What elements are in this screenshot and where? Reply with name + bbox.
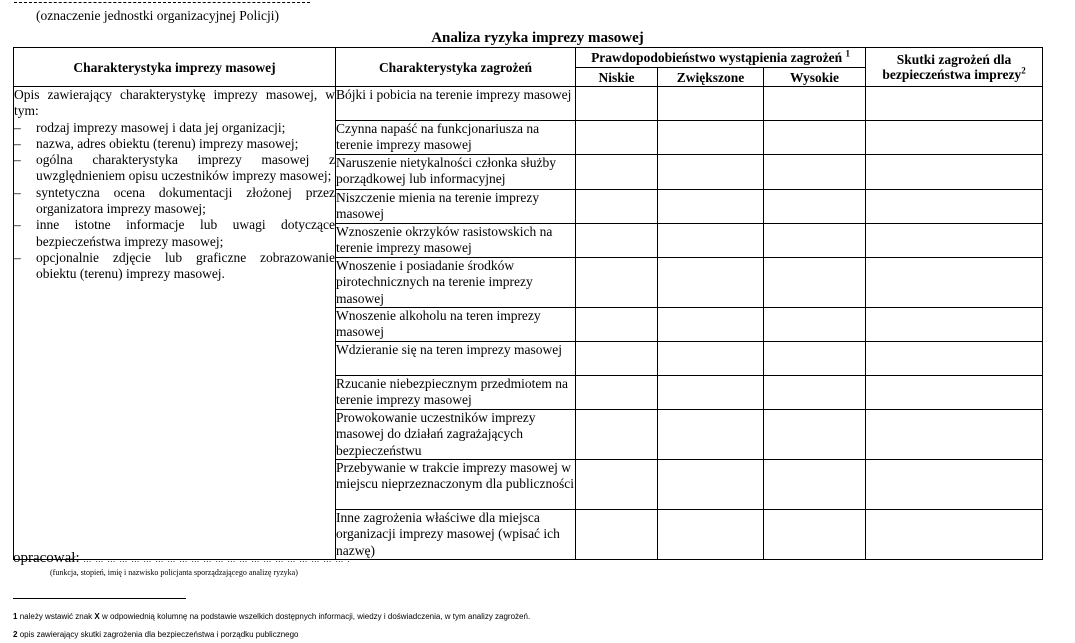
header-level-low: Niskie	[576, 68, 658, 87]
low-cell[interactable]	[576, 308, 658, 342]
header-threat-characteristics: Charakterystyka zagrożeń	[336, 48, 576, 87]
increased-cell[interactable]	[658, 224, 764, 258]
unit-signature-line	[14, 2, 310, 3]
prepared-by	[13, 550, 350, 567]
high-cell[interactable]	[764, 87, 866, 121]
effects-cell[interactable]	[866, 376, 1043, 410]
increased-cell[interactable]	[658, 410, 764, 460]
list-item: – ogólna charakterystyka imprezy masowej z uwzględnieniem opisu uczestników imprezy masowej;	[14, 152, 335, 185]
threat-cell: Naruszenie nietykalności członka służby porządkowej lub informacyjnej	[336, 155, 576, 190]
threat-cell: Bójki i pobicia na terenie imprezy masowej	[336, 87, 576, 121]
threat-cell: Inne zagrożenia właściwe dla miejsca organizacji imprezy masowej (wpisać ich nazwę)	[336, 510, 576, 560]
footnote-ref-1: 1	[845, 48, 850, 59]
list-item: – nazwa, adres obiektu (terenu) imprezy masowej;	[14, 136, 335, 152]
footnote-number: 2	[13, 630, 18, 639]
list-item: – opcjonalnie zdjęcie lub graficzne zobrazowanie obiektu (terenu) imprezy masowej.	[14, 250, 335, 283]
threat-cell: Wnoszenie i posiadanie środków pirotechnicznych na terenie imprezy masowej	[336, 258, 576, 308]
threat-cell: Przebywanie w trakcie imprezy masowej w miejscu nieprzeznaczonym dla publiczności	[336, 460, 576, 510]
effects-cell[interactable]	[866, 224, 1043, 258]
header-level-high: Wysokie	[764, 68, 866, 87]
header-effects-label: Skutki zagrożeń dla bezpieczeństwa imprezy	[882, 52, 1022, 82]
high-cell[interactable]	[764, 308, 866, 342]
header-event-characteristics: Charakterystyka imprezy masowej	[14, 48, 336, 87]
footnote-text: opis zawierający skutki zagrożenia dla bezpieczeństwa i porządku publicznego	[19, 630, 299, 639]
high-cell[interactable]	[764, 155, 866, 190]
high-cell[interactable]	[764, 376, 866, 410]
footnote-divider	[13, 598, 186, 599]
high-cell[interactable]	[764, 342, 866, 376]
footnote-1	[13, 612, 530, 621]
low-cell[interactable]	[576, 460, 658, 510]
increased-cell[interactable]	[658, 190, 764, 224]
high-cell[interactable]	[764, 224, 866, 258]
threat-cell: Wnoszenie alkoholu na teren imprezy masowej	[336, 308, 576, 342]
header-level-increased: Zwiększone	[658, 68, 764, 87]
effects-cell[interactable]	[866, 410, 1043, 460]
effects-cell[interactable]	[866, 460, 1043, 510]
effects-cell[interactable]	[866, 342, 1043, 376]
high-cell[interactable]	[764, 190, 866, 224]
high-cell[interactable]	[764, 460, 866, 510]
list-item: – syntetyczna ocena dokumentacji złożonej przez organizatora imprezy masowej;	[14, 185, 335, 218]
header-effects	[866, 48, 1043, 87]
effects-cell[interactable]	[866, 155, 1043, 190]
low-cell[interactable]	[576, 342, 658, 376]
footnote-number: 1	[13, 612, 18, 621]
increased-cell[interactable]	[658, 155, 764, 190]
increased-cell[interactable]	[658, 460, 764, 510]
effects-cell[interactable]	[866, 308, 1043, 342]
effects-cell[interactable]	[866, 258, 1043, 308]
increased-cell[interactable]	[658, 121, 764, 155]
footnote-text: należy wstawić znak	[19, 612, 95, 621]
increased-cell[interactable]	[658, 376, 764, 410]
increased-cell[interactable]	[658, 308, 764, 342]
low-cell[interactable]	[576, 190, 658, 224]
header-probability-label: Prawdopodobieństwo wystąpienia zagrożeń	[591, 50, 843, 65]
threat-cell: Czynna napaść na funkcjonariusza na terenie imprezy masowej	[336, 121, 576, 155]
prepared-by-label: opracował:	[13, 550, 80, 566]
low-cell[interactable]	[576, 87, 658, 121]
effects-cell[interactable]	[866, 121, 1043, 155]
low-cell[interactable]	[576, 224, 658, 258]
threat-cell: Wdzieranie się na teren imprezy masowej	[336, 342, 576, 376]
threat-cell: Prowokowanie uczestników imprezy masowej do działań zagrażających bezpieczeństwu	[336, 410, 576, 460]
document-title: Analiza ryzyka imprezy masowej	[431, 30, 644, 46]
high-cell[interactable]	[764, 121, 866, 155]
increased-cell[interactable]	[658, 342, 764, 376]
low-cell[interactable]	[576, 258, 658, 308]
effects-cell[interactable]	[866, 190, 1043, 224]
low-cell[interactable]	[576, 376, 658, 410]
threat-cell: Niszczenie mienia na terenie imprezy masowej	[336, 190, 576, 224]
low-cell[interactable]	[576, 510, 658, 560]
list-item: – inne istotne informacje lub uwagi dotyczące bezpieczeństwa imprezy masowej;	[14, 217, 335, 250]
threat-cell: Rzucanie niebezpiecznym przedmiotem na terenie imprezy masowej	[336, 376, 576, 410]
high-cell[interactable]	[764, 258, 866, 308]
high-cell[interactable]	[764, 510, 866, 560]
footnote-2	[13, 630, 299, 639]
low-cell[interactable]	[576, 155, 658, 190]
effects-cell[interactable]	[866, 510, 1043, 560]
footnote-ref-2: 2	[1021, 65, 1026, 76]
unit-label: (oznaczenie jednostki organizacyjnej Policji)	[36, 8, 280, 23]
increased-cell[interactable]	[658, 87, 764, 121]
description-intro: Opis zawierający charakterystykę imprezy masowej, w tym:	[14, 87, 335, 119]
prepared-by-field[interactable]: … … … … … … … … … … … … … … … … … … … … … … .	[83, 555, 351, 564]
event-description-cell	[14, 87, 336, 560]
threat-cell: Wznoszenie okrzyków rasistowskich na terenie imprezy masowej	[336, 224, 576, 258]
risk-analysis-table	[13, 47, 1043, 560]
footnote-mark: X	[94, 612, 100, 621]
description-list	[14, 120, 335, 283]
low-cell[interactable]	[576, 410, 658, 460]
low-cell[interactable]	[576, 121, 658, 155]
effects-cell[interactable]	[866, 87, 1043, 121]
increased-cell[interactable]	[658, 510, 764, 560]
high-cell[interactable]	[764, 410, 866, 460]
list-item: – rodzaj imprezy masowej i data jej organizacji;	[14, 120, 335, 136]
header-probability	[576, 48, 866, 68]
increased-cell[interactable]	[658, 258, 764, 308]
prepared-by-note: (funkcja, stopień, imię i nazwisko policjanta sporządzającego analizę ryzyka)	[50, 568, 298, 577]
footnote-text: w odpowiednią kolumnę na podstawie wszelkich dostępnych informacji, wiedzy i doświadczenia, w tym analizy zagrożeń.	[99, 612, 531, 621]
table-row	[14, 87, 1043, 121]
